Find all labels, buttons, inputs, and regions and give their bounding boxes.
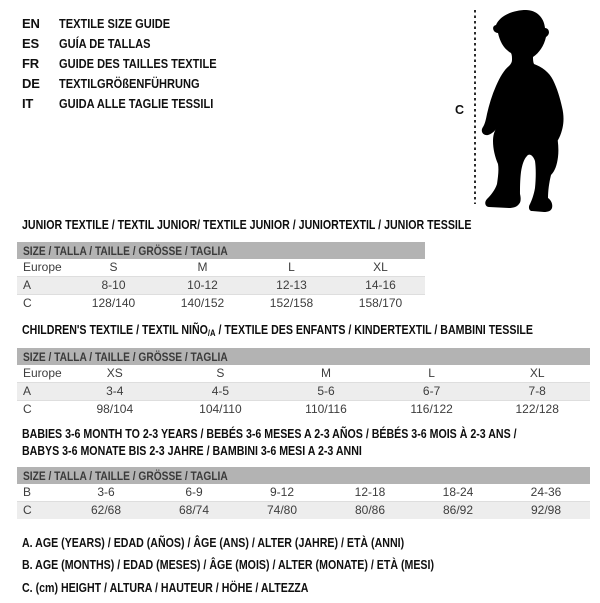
value-cell: 140/152 bbox=[180, 296, 225, 310]
table-row bbox=[17, 277, 425, 295]
table-row bbox=[17, 502, 590, 520]
junior-size-table bbox=[17, 242, 425, 312]
lang-code: EN bbox=[22, 15, 40, 31]
lang-row-es bbox=[22, 33, 244, 53]
lang-code: FR bbox=[22, 55, 39, 71]
value-cell: 122/128 bbox=[515, 402, 559, 416]
value-cell: L bbox=[428, 366, 435, 380]
size-header-text: SIZE / TALLA / TAILLE / GRÖSSE / TAGLIA bbox=[23, 243, 228, 258]
value-cell: 158/170 bbox=[358, 296, 403, 310]
height-measure-label: C bbox=[455, 103, 465, 117]
value-cell: 128/140 bbox=[91, 296, 136, 310]
value-cell: 14-16 bbox=[365, 278, 396, 292]
value-cell: 7-8 bbox=[528, 384, 546, 398]
lang-row-fr bbox=[22, 53, 244, 73]
row-label-cell: A bbox=[23, 278, 32, 292]
value-cell: S bbox=[216, 366, 225, 380]
lang-title: GUIDE DES TAILLES TEXTILE bbox=[59, 55, 217, 71]
row-label-cell: B bbox=[23, 485, 32, 499]
size-header-bar bbox=[17, 467, 590, 484]
lang-row-it bbox=[22, 93, 244, 113]
value-cell: 8-10 bbox=[101, 278, 126, 292]
footnote-a: A. AGE (YEARS) / EDAD (AÑOS) / ÂGE (ANS) / ALTER (JAHRE) / ETÀ (ANNI) bbox=[22, 536, 405, 550]
value-cell: XS bbox=[106, 366, 123, 380]
section-title-subscript: /A bbox=[207, 328, 216, 338]
value-cell: XL bbox=[529, 366, 545, 380]
table-row bbox=[17, 259, 425, 277]
value-cell: 104/110 bbox=[199, 402, 242, 416]
lang-row-en bbox=[22, 13, 244, 33]
row-label-cell: A bbox=[23, 384, 32, 398]
lang-code: IT bbox=[22, 95, 34, 111]
children-size-table bbox=[17, 348, 590, 418]
section-title-junior bbox=[22, 217, 551, 234]
value-cell: 4-5 bbox=[211, 384, 230, 398]
value-cell: 12-13 bbox=[276, 278, 307, 292]
value-cell: 92/98 bbox=[530, 503, 562, 517]
row-label-cell: C bbox=[23, 503, 32, 517]
lang-title: GUIDA ALLE TAGLIE TESSILI bbox=[59, 95, 214, 111]
size-header-bar bbox=[17, 348, 590, 365]
value-cell: 6-9 bbox=[185, 485, 203, 499]
row-label-cell: C bbox=[23, 296, 32, 310]
table-row bbox=[17, 295, 425, 313]
section-title-text: / TEXTILE DES ENFANTS / KINDERTEXTIL / BAMBINI TESSILE bbox=[215, 323, 533, 337]
footnote-b: B. AGE (MONTHS) / EDAD (MESES) / ÂGE (MOIS) / ALTER (MONATE) / ETÀ (MESI) bbox=[22, 558, 435, 573]
section-title-line1: BABIES 3-6 MONTH TO 2-3 YEARS / BEBÉS 3-6 MESES A 2-3 AÑOS / BÉBÉS 3-6 MOIS À 2-3 ANS / bbox=[22, 427, 517, 441]
value-cell: 74/80 bbox=[266, 503, 298, 517]
lang-code: ES bbox=[22, 35, 39, 51]
footnote-block bbox=[22, 536, 507, 603]
value-cell: 86/92 bbox=[442, 503, 474, 517]
value-cell: 10-12 bbox=[187, 278, 218, 292]
value-cell: 6-7 bbox=[422, 384, 441, 398]
row-label-cell: Europe bbox=[23, 260, 62, 274]
value-cell: 116/122 bbox=[410, 402, 453, 416]
table-row bbox=[17, 383, 590, 401]
table-row bbox=[17, 401, 590, 419]
size-header-row bbox=[17, 242, 425, 259]
value-cell: 68/74 bbox=[178, 503, 210, 517]
value-cell: XL bbox=[373, 260, 388, 274]
lang-title: TEXTILGRÖßENFÜHRUNG bbox=[59, 75, 200, 91]
size-header-text: SIZE / TALLA / TAILLE / GRÖSSE / TAGLIA bbox=[23, 349, 228, 364]
table-row bbox=[17, 484, 590, 502]
table-row bbox=[17, 365, 590, 383]
language-title-block bbox=[22, 13, 244, 113]
value-cell: 18-24 bbox=[442, 485, 474, 499]
value-cell: 9-12 bbox=[269, 485, 295, 499]
value-cell: M bbox=[320, 366, 331, 380]
row-label-cell: C bbox=[23, 402, 32, 416]
footnote-c: C. (cm) HEIGHT / ALTURA / HAUTEUR / HÖHE / ALTEZZA bbox=[22, 580, 309, 595]
section-title-text: CHILDREN'S TEXTILE / TEXTIL NIÑO bbox=[22, 323, 208, 337]
value-cell: 12-18 bbox=[354, 485, 386, 499]
section-title-babies bbox=[22, 426, 600, 460]
value-cell: 98/104 bbox=[96, 402, 134, 416]
value-cell: 152/158 bbox=[269, 296, 314, 310]
size-header-bar bbox=[17, 242, 425, 259]
value-cell: 3-6 bbox=[97, 485, 115, 499]
lang-title: TEXTILE SIZE GUIDE bbox=[59, 15, 171, 31]
value-cell: 62/68 bbox=[90, 503, 122, 517]
section-title-children bbox=[22, 322, 600, 340]
baby-silhouette-icon bbox=[476, 6, 580, 214]
value-cell: 3-4 bbox=[106, 384, 124, 398]
size-header-text: SIZE / TALLA / TAILLE / GRÖSSE / TAGLIA bbox=[23, 468, 228, 483]
value-cell: S bbox=[109, 260, 118, 274]
value-cell: 80/86 bbox=[354, 503, 386, 517]
lang-row-de bbox=[22, 73, 244, 93]
value-cell: 110/116 bbox=[305, 402, 347, 416]
babies-size-table bbox=[17, 467, 590, 519]
section-title-line2: BABYS 3-6 MONATE BIS 2-3 JAHRE / BAMBINI 3-6 MESI A 2-3 ANNI bbox=[22, 444, 362, 458]
lang-title: GUÍA DE TALLAS bbox=[59, 35, 151, 51]
value-cell: L bbox=[288, 260, 295, 274]
lang-code: DE bbox=[22, 75, 40, 91]
section-title-text: JUNIOR TEXTILE / TEXTIL JUNIOR/ TEXTILE JUNIOR / JUNIORTEXTIL / JUNIOR TESSILE bbox=[22, 218, 472, 232]
value-cell: 5-6 bbox=[317, 384, 335, 398]
value-cell: 24-36 bbox=[530, 485, 562, 499]
row-label-cell: Europe bbox=[23, 366, 62, 380]
value-cell: M bbox=[197, 260, 208, 274]
size-header-row bbox=[17, 467, 590, 484]
size-header-row bbox=[17, 348, 590, 365]
